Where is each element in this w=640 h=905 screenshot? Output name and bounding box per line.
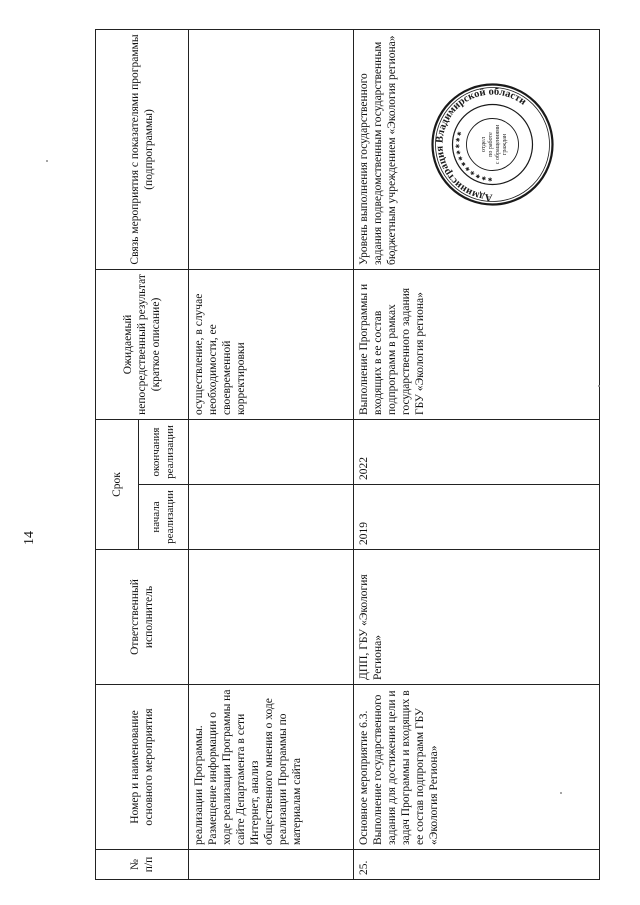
header-term: Срок (96, 419, 139, 549)
cell-name: Основное мероприятие 6.3. Выполнение государственного задания для достижения цели и задач Программы и входящих в ее состав подпрограмм ГБУ «Экология Региона» (354, 685, 600, 850)
header-result: Ожидаемый непосредственный результат (краткое описание) (96, 269, 189, 419)
header-name: Номер и наименование основного мероприятия (96, 685, 189, 850)
cell-link (189, 29, 354, 269)
cell-num (189, 850, 354, 880)
cell-link: Уровень выполнения государственного задания подведомственным государственным бюджетным учреждением «Экология региона» (354, 29, 600, 269)
svg-text:отдел: отдел (480, 136, 487, 153)
cell-end (189, 419, 354, 484)
cell-num: 25. (354, 850, 600, 880)
official-seal-stamp (430, 82, 555, 207)
cell-executor: ДПП, ГБУ «Экология Региона» (354, 550, 600, 685)
svg-text:с обращениями: с обращениями (495, 124, 501, 165)
svg-text:Администрация Владимирской обл: Администрация Владимирской области (434, 86, 529, 203)
page-number: 14 (22, 531, 37, 545)
svg-text:по работе: по работе (488, 132, 494, 157)
cell-start: 2019 (354, 485, 600, 550)
cell-end: 2022 (354, 419, 600, 484)
header-num: № п/п (96, 850, 189, 880)
table-row (189, 29, 354, 879)
cell-result: Выполнение Программы и входящих в ее состав подпрограмм в рамках государственного задания ГБУ «Экология региона» (354, 269, 600, 419)
header-term-end: окончания реализации (139, 419, 189, 484)
svg-text:✱ ✱ ✱ ✱ ✱ ✱ ✱ ✱ ✱ ✱ ✱: ✱ ✱ ✱ ✱ ✱ ✱ ✱ ✱ ✱ ✱ ✱ (455, 130, 493, 182)
header-link: Связь мероприятия с показателями программы (подпрограммы) (96, 29, 189, 269)
header-executor: Ответственный исполнитель (96, 550, 189, 685)
cell-start (189, 485, 354, 550)
cell-result: осуществление, в случае необходимости, ее своевременной корректировки (189, 269, 354, 419)
scan-speck (46, 160, 48, 162)
header-term-start: начала реализации (139, 485, 189, 550)
scan-speck (560, 792, 562, 794)
cell-executor (189, 550, 354, 685)
svg-text:граждан: граждан (502, 133, 508, 156)
cell-name: реализации Программы. Размещение информации о ходе реализации Программы на сайте Департамента в сети Интернет, анализ общественного мнения о ходе реализации Программы по материалам сайта (189, 685, 354, 850)
scan-speck (598, 385, 600, 387)
